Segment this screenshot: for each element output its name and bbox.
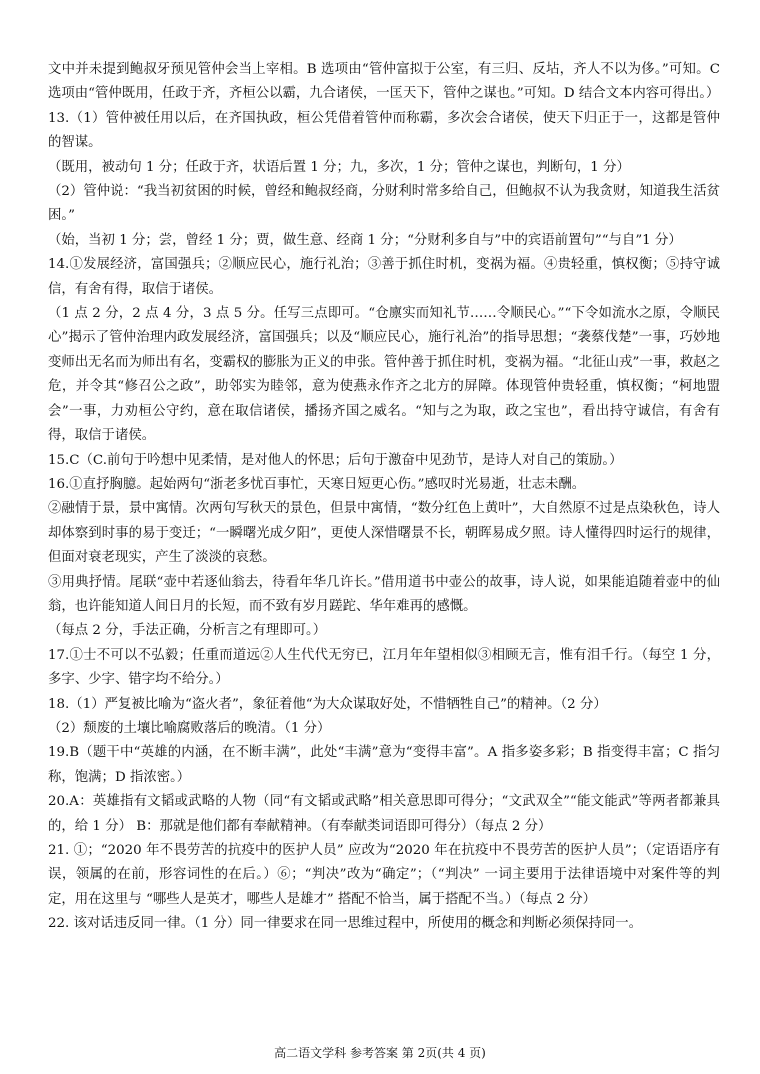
answer-14: 14.①发展经济，富国强兵；②顺应民心，施行礼治；③善于抓住时机，变祸为福。④贵轻重，慎权衡；⑤持守诚信，有舍有得，取信于诸侯。 bbox=[48, 257, 720, 297]
answer-17: 17.①士不可以不弘毅；任重而道远②人生代代无穷已，江月年年望相似③相顾无言，惟有泪千行。（每空 1 分，多字、少字、错字均不给分。） bbox=[48, 647, 720, 688]
answer-20: 20.A：英雄指有文韬或武略的人物（同“有文韬或武略”相关意思即可得分；“文武双全”“能文能武”等两者都兼具的，给 1 分） B：那就是他们都有奉献精神。（有奉献类词语即可得分）（每点 2 分） bbox=[48, 794, 720, 834]
answer-22: 22. 该对话违反同一律。（1 分）同一律要求在同一思维过程中，所使用的概念和判断必须保持同一。 bbox=[48, 916, 643, 932]
answer-19: 19.B（题干中“英雄的内涵，在不断丰满”，此处“丰满”意为“变得丰富”。A 指多姿多彩；B 指变得丰富；C 指匀称，饱满；D 指浓密。） bbox=[48, 745, 720, 785]
scoring-16: （每点 2 分，手法正确，分析言之有理即可。） bbox=[48, 623, 327, 639]
page-footer: 高二语文学科 参考答案 第 2页(共 4 页) bbox=[274, 1046, 486, 1060]
answer-18-1: 18.（1）严复被比喻为“盗火者”，象征着他“为大众谋取好处，不惜牺牲自己”的精神。（2 分） bbox=[48, 696, 607, 712]
answer-13-2: （2）管仲说：“我当初贫困的时候，曾经和鲍叔经商，分财利时常多给自己，但鲍叔不认为我贪财，知道我生活贫困。” bbox=[48, 184, 720, 224]
scoring-14: （1 点 2 分，2 点 4 分，3 点 5 分。任写三点即可。“仓廪实而知礼节……令顺民心。”“下令如流水之原，令顺民心”揭示了管仲治理内政发展经济，富国强兵；以及“顺应民心，施行礼治”的指导思想；“袭蔡伐楚”一事，巧妙地变师出无名而为师出有名，变霸权的膨胀为正义的申张。管仲善于抓住时机，变祸为福。“北征山戎”一事，救赵之危，并令其“修召公之政”，助邻实为睦邻，意为使燕永作齐之北方的屏障。体现管仲贵轻重，慎权衡；“柯地盟会”一事，力劝桓公守约，意在取信诸侯，播扬齐国之威名。“知与之为取，政之宝也”，看出持守诚信，有舍有得，取信于诸侯。 bbox=[48, 306, 720, 444]
answer-16-3: ③用典抒情。尾联“壶中若逐仙翁去，待看年华几许长。”借用道书中壶公的故事，诗人说，如果能追随着壶中的仙翁，也许能知道人间日月的长短，而不致有岁月蹉跎、华年难再的感慨。 bbox=[48, 574, 720, 614]
answer-15: 15.C（C.前句于吟想中见柔情，是对他人的怀思；后句于激奋中见劲节，是诗人对自己的策励。） bbox=[48, 452, 623, 468]
answer-line-12-continued: 文中并未提到鲍叔牙预见管仲会当上宰相。B 选项由“管仲富拟于公室，有三归、反坫，齐人不以为侈。”可知。C 选项由“管仲既用，任政于齐，齐桓公以霸，九合诸侯，一匡天下，管仲之谋也。”可知。D 结合文本内容可得出。） bbox=[48, 62, 720, 102]
answer-18-2: （2）颓废的土壤比喻腐败落后的晚清。（1 分） bbox=[48, 720, 331, 736]
answer-13-1: 13.（1）管仲被任用以后，在齐国执政，桓公凭借着管仲而称霸，多次会合诸侯，使天下归正于一，这都是管仲的智谋。 bbox=[48, 110, 720, 151]
answer-21: 21. ①；“2020 年不畏劳苦的抗疫中的医护人员” 应改为“2020 年在抗疫中不畏劳苦的医护人员”；（定语语序有误，领属的在前，形容词性的在后。）⑥；“判决”改为“确定”；（“判决” 一词主要用于法律语境中对案件等的判定，用在这里与 “哪些人是英才，哪些人是雄才” 搭配不恰当，属于搭配不当。）（每点 2 分） bbox=[48, 843, 720, 907]
answer-document bbox=[48, 58, 720, 937]
scoring-13-2: （始，当初 1 分；尝，曾经 1 分；贾，做生意、经商 1 分；“分财利多自与”中的宾语前置句”“与自”1 分） bbox=[48, 232, 682, 248]
answer-16-2: ②融情于景，景中寓情。次两句写秋天的景色，但景中寓情，“数分红色上黄叶”，大自然原不过是点染秋色，诗人却体察到时事的易于变迁；“一瞬曙光成夕阳”，更使人深惜曙景不长，朝晖易成夕照。诗人懂得四时运行的规律，但面对衰老现实，产生了淡淡的哀愁。 bbox=[48, 501, 720, 566]
scoring-13-1: （既用，被动句 1 分；任政于齐，状语后置 1 分；九，多次，1 分；管仲之谋也，判断句，1 分） bbox=[48, 159, 630, 175]
answer-16-1: 16.①直抒胸臆。起始两句“浙老多忧百事忙，天寒日短更心伤。”感叹时光易逝，壮志未酬。 bbox=[48, 476, 586, 492]
